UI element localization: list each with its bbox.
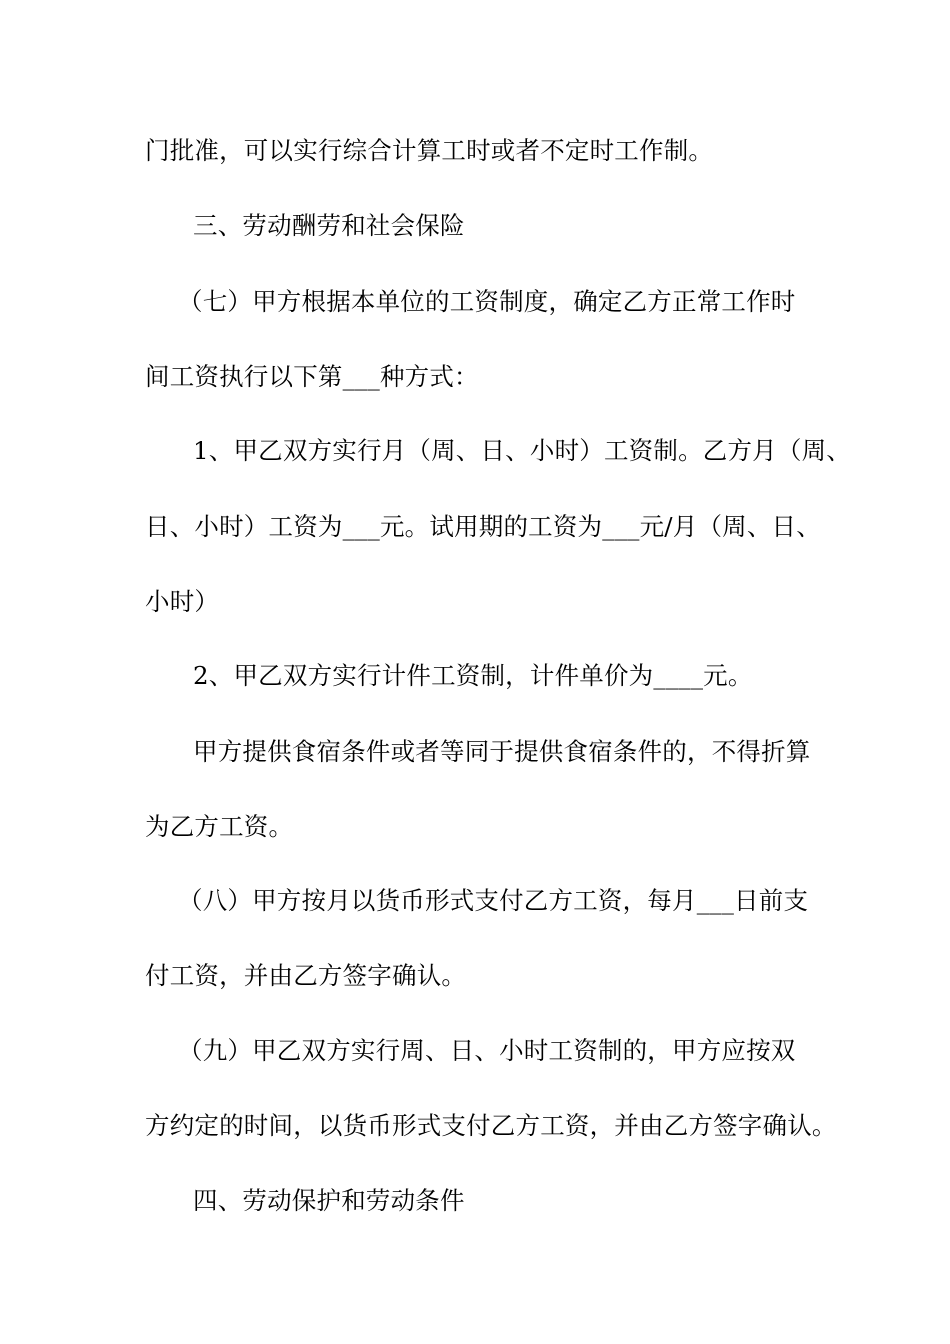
paragraph-line: （九）甲乙双方实行周、日、小时工资制的，甲方应按双 [178, 1036, 796, 1065]
paragraph-line: 日、小时）工资为___元。试用期的工资为___元/月（周、日、 [145, 512, 821, 541]
paragraph-line: 2、甲乙双方实行计件工资制，计件单价为____元。 [193, 661, 753, 690]
paragraph-line: 方约定的时间，以货币形式支付乙方工资，并由乙方签字确认。 [145, 1111, 837, 1140]
paragraph-line: 甲方提供食宿条件或者等同于提供食宿条件的，不得折算 [193, 737, 811, 766]
paragraph-line: （八）甲方按月以货币形式支付乙方工资，每月___日前支 [178, 886, 809, 915]
paragraph-line: 间工资执行以下第___种方式： [145, 362, 479, 391]
paragraph-line: 1、甲乙双方实行月（周、日、小时）工资制。乙方月（周、 [193, 436, 851, 465]
paragraph-line: （七）甲方根据本单位的工资制度，确定乙方正常工作时 [178, 287, 796, 316]
section-heading: 三、劳动酬劳和社会保险 [193, 211, 465, 240]
paragraph-line: 为乙方工资。 [145, 812, 294, 841]
paragraph-line: 付工资，并由乙方签字确认。 [145, 961, 467, 990]
paragraph-line: 小时） [145, 587, 220, 616]
paragraph-line: 门批准，可以实行综合计算工时或者不定时工作制。 [145, 136, 714, 165]
section-heading: 四、劳动保护和劳动条件 [193, 1186, 465, 1215]
